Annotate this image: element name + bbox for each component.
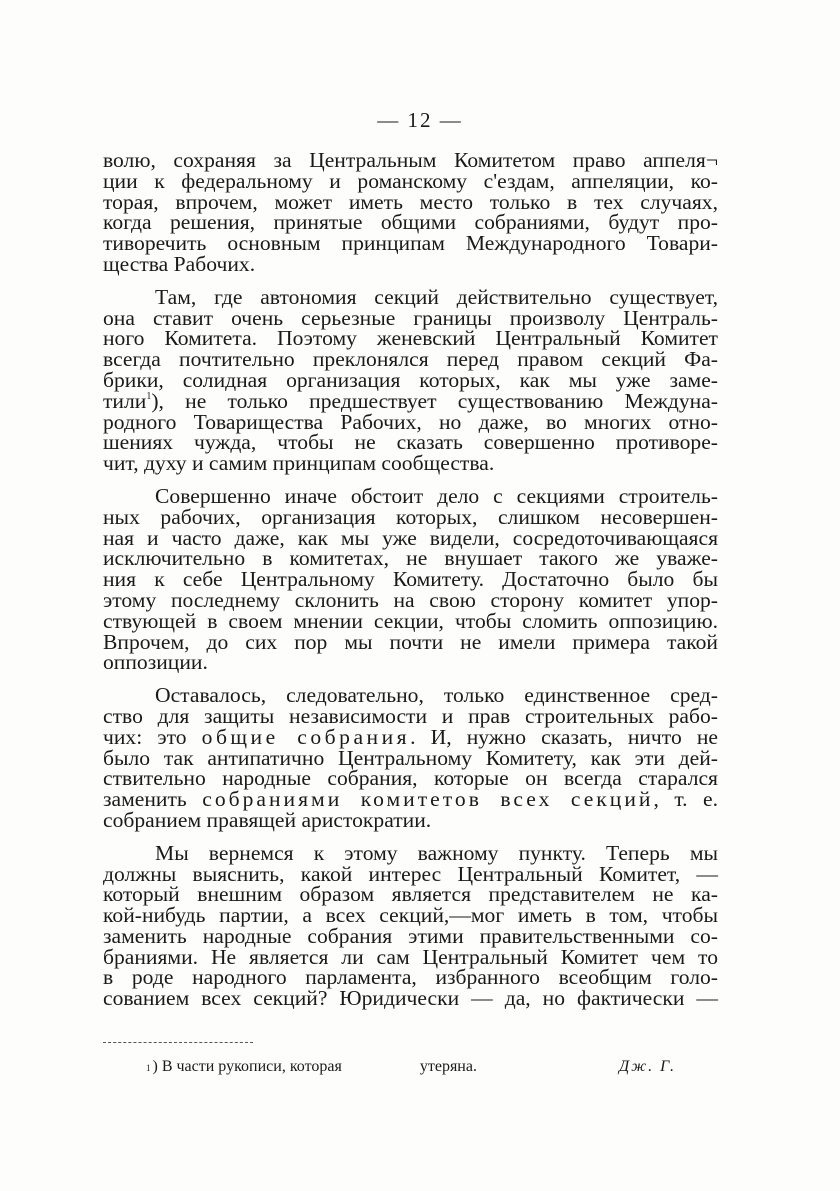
- text-line: всегда почтительно преклонялся перед правом секций Фа-: [103, 347, 718, 372]
- spaced-emphasis: общие собрания: [201, 724, 411, 749]
- text-line: Оставалось, следовательно, только единственное сред-: [155, 683, 718, 708]
- text-line: Там, где автономия секций действительно существует,: [155, 284, 718, 309]
- text-line: шениях чужда, чтобы не сказать совершенно противоре-: [103, 430, 718, 455]
- text-line: когда решения, принятые общими собраниями, будут про-: [103, 210, 718, 235]
- text-line: браниями. Не является ли сам Центральный Комитет чем то: [103, 944, 718, 969]
- text-line: чит, духу и самим принципам сообщества.: [103, 451, 495, 476]
- paragraph-4: [103, 685, 718, 831]
- text-line: кой-нибудь партии, а всех секций,—мог иметь в том, чтобы: [103, 903, 718, 928]
- footnote-mark: 1: [146, 1063, 151, 1073]
- text-line: исключительно в комитетах, не внушает такого же уваже-: [103, 546, 718, 571]
- text-fragment: , т. е.: [653, 787, 718, 812]
- text-line: брики, солидная организация которых, как мы уже заме-: [103, 367, 718, 392]
- spaced-emphasis: собраниями комитетов всех секций: [202, 787, 654, 812]
- text-line: тиворечить основным принципам Международного Товари-: [103, 231, 718, 256]
- text-line: [103, 789, 718, 810]
- text-line: волю, сохраняя за Центральным Комитетом право аппеля¬: [103, 148, 718, 172]
- text-line: ции к федеральному и романскому с'ездам, аппеляции, ко-: [103, 168, 718, 193]
- paragraph-2: [103, 284, 718, 476]
- paragraph-3: [103, 483, 718, 675]
- text-line: [103, 388, 718, 413]
- paragraph-5: [103, 840, 718, 1011]
- text-line: в роде народного парламента, избранного всеобщим голо-: [103, 965, 718, 990]
- text-fragment: заменить: [103, 787, 203, 812]
- text-line: должны выяснить, какой интерес Центральный Комитет, —: [103, 861, 718, 886]
- text-line: ная и часто даже, как мы уже видели, сосредоточивающаяся: [103, 525, 718, 550]
- text-line: ных рабочих, организация которых, слишком несовершен-: [103, 504, 718, 529]
- text-line: Впрочем, до сих пор мы почти не имели примера такой: [103, 629, 718, 654]
- footnote: [146, 1058, 676, 1076]
- text-line: оппозиции.: [103, 650, 208, 675]
- text-line: Мы вернемся к этому важному пункту. Теперь мы: [155, 840, 718, 865]
- text-line: ния к себе Центральному Комитету. Достаточно было бы: [103, 567, 718, 592]
- text-line: торая, впрочем, может иметь место только в тех случаях,: [103, 189, 718, 214]
- text-fragment: тили: [103, 388, 147, 413]
- footnote-text: ) В части рукописи, которая: [152, 1058, 342, 1075]
- text-line: [103, 724, 718, 749]
- text-line: ного Комитета. Поэтому женевский Центральный Комитет: [103, 326, 718, 351]
- text-line: она ставит очень серьезные границы произволу Централь-: [103, 305, 718, 330]
- text-line: Совершенно иначе обстоит дело с секциями строитель-: [155, 483, 718, 508]
- text-fragment: чих: это: [103, 724, 202, 749]
- page-number: — 12 —: [377, 108, 463, 132]
- text-line: было так антипатично Центральному Комитету, как эти дей-: [103, 745, 718, 770]
- text-line: собранием правящей аристократии.: [103, 807, 432, 832]
- text-fragment: ), не только предшествует существованию Междуна-: [151, 388, 718, 413]
- text-line: заменить народные собрания этими правительственными со-: [103, 923, 718, 948]
- footnote-signature: Дж. Г.: [619, 1058, 676, 1075]
- footnote-text: утеряна.: [419, 1058, 477, 1075]
- text-line: ствительно народные собрания, которые он всегда старался: [103, 766, 718, 791]
- text-line: щества Рабочих.: [103, 251, 256, 276]
- text-line: сованием всех секций? Юридически — да, но фактически —: [103, 986, 718, 1011]
- text-line: ствующей в своем мнении секции, чтобы сломить оппозицию.: [103, 608, 718, 633]
- text-line: ство для защиты независимости и прав строительных рабо-: [103, 703, 718, 728]
- paragraph-1: [103, 150, 718, 275]
- body-text: [103, 150, 718, 1021]
- text-line: который внешним образом является представителем не ка-: [103, 882, 718, 907]
- footnote-reference: 1: [146, 390, 152, 402]
- footnote-divider: [103, 1042, 253, 1043]
- text-fragment: . И, нужно сказать, ничто не: [410, 724, 718, 749]
- text-line: этому последнему склонить на свою сторону комитет упор-: [103, 587, 718, 612]
- text-line: родного Товарищества Рабочих, но даже, во многих отно-: [103, 409, 718, 434]
